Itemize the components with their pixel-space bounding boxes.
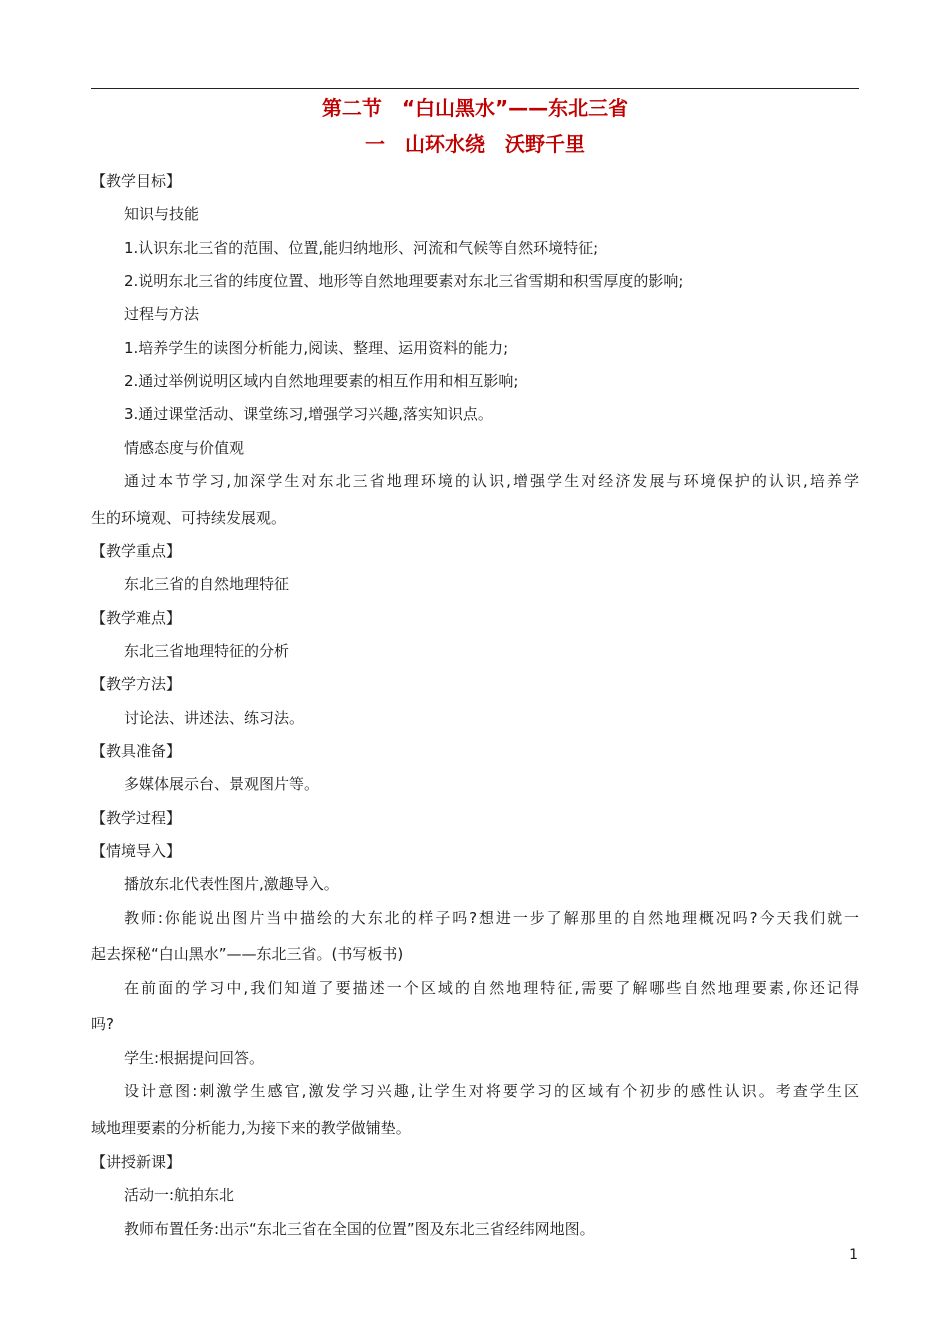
paragraph-line: 吗? [91,1015,114,1033]
paragraph-line: 教师:你能说出图片当中描绘的大东北的样子吗?想进一步了解那里的自然地理概况吗?今天我们就一 [124,909,859,927]
subheading-attitude: 情感态度与价值观 [124,439,245,457]
heading-introduction: 【情境导入】 [91,842,182,860]
paragraph-line: 1.培养学生的读图分析能力,阅读、整理、运用资料的能力; [124,339,509,357]
paragraph-line: 1.认识东北三省的范围、位置,能归纳地形、河流和气候等自然环境特征; [124,239,599,257]
heading-process: 【教学过程】 [91,809,182,827]
heading-materials: 【教具准备】 [91,742,182,760]
page-number: 1 [849,1247,858,1263]
lesson-title: 一 山环水绕 沃野千里 [365,132,585,156]
heading-key-points: 【教学重点】 [91,542,182,560]
paragraph-line: 在前面的学习中,我们知道了要描述一个区域的自然地理特征,需要了解哪些自然地理要素,你还记得 [124,979,859,997]
section-title: 第二节 “白山黑水”——东北三省 [321,96,629,120]
paragraph-line: 域地理要素的分析能力,为接下来的教学做铺垫。 [91,1119,411,1137]
heading-methods: 【教学方法】 [91,675,182,693]
paragraph-line: 生的环境观、可持续发展观。 [91,509,287,527]
paragraph-line: 起去探秘“白山黑水”——东北三省。(书写板书) [91,945,404,963]
paragraph-line: 讨论法、讲述法、练习法。 [124,709,305,727]
paragraph-line: 东北三省的自然地理特征 [124,575,290,593]
paragraph-line: 通过本节学习,加深学生对东北三省地理环境的认识,增强学生对经济发展与环境保护的认识,培养学 [124,472,859,490]
paragraph-line: 东北三省地理特征的分析 [124,642,290,660]
heading-objectives: 【教学目标】 [91,172,182,190]
subheading-process: 过程与方法 [124,305,200,323]
paragraph-line: 活动一:航拍东北 [124,1186,235,1204]
paragraph-line: 2.通过举例说明区域内自然地理要素的相互作用和相互影响; [124,372,519,390]
paragraph-line: 多媒体展示台、景观图片等。 [124,775,320,793]
paragraph-line: 设计意图:刺激学生感官,激发学习兴趣,让学生对将要学习的区域有个初步的感性认识。考查学生区 [124,1082,859,1100]
subheading-knowledge: 知识与技能 [124,205,200,223]
paragraph-line: 学生:根据提问回答。 [124,1049,265,1067]
header-rule [91,88,859,89]
paragraph-line: 播放东北代表性图片,激趣导入。 [124,875,339,893]
heading-new-lesson: 【讲授新课】 [91,1153,182,1171]
heading-difficulties: 【教学难点】 [91,609,182,627]
paragraph-line: 教师布置任务:出示“东北三省在全国的位置”图及东北三省经纬网地图。 [124,1220,595,1238]
paragraph-line: 3.通过课堂活动、课堂练习,增强学习兴趣,落实知识点。 [124,405,493,423]
paragraph-line: 2.说明东北三省的纬度位置、地形等自然地理要素对东北三省雪期和积雪厚度的影响; [124,272,684,290]
